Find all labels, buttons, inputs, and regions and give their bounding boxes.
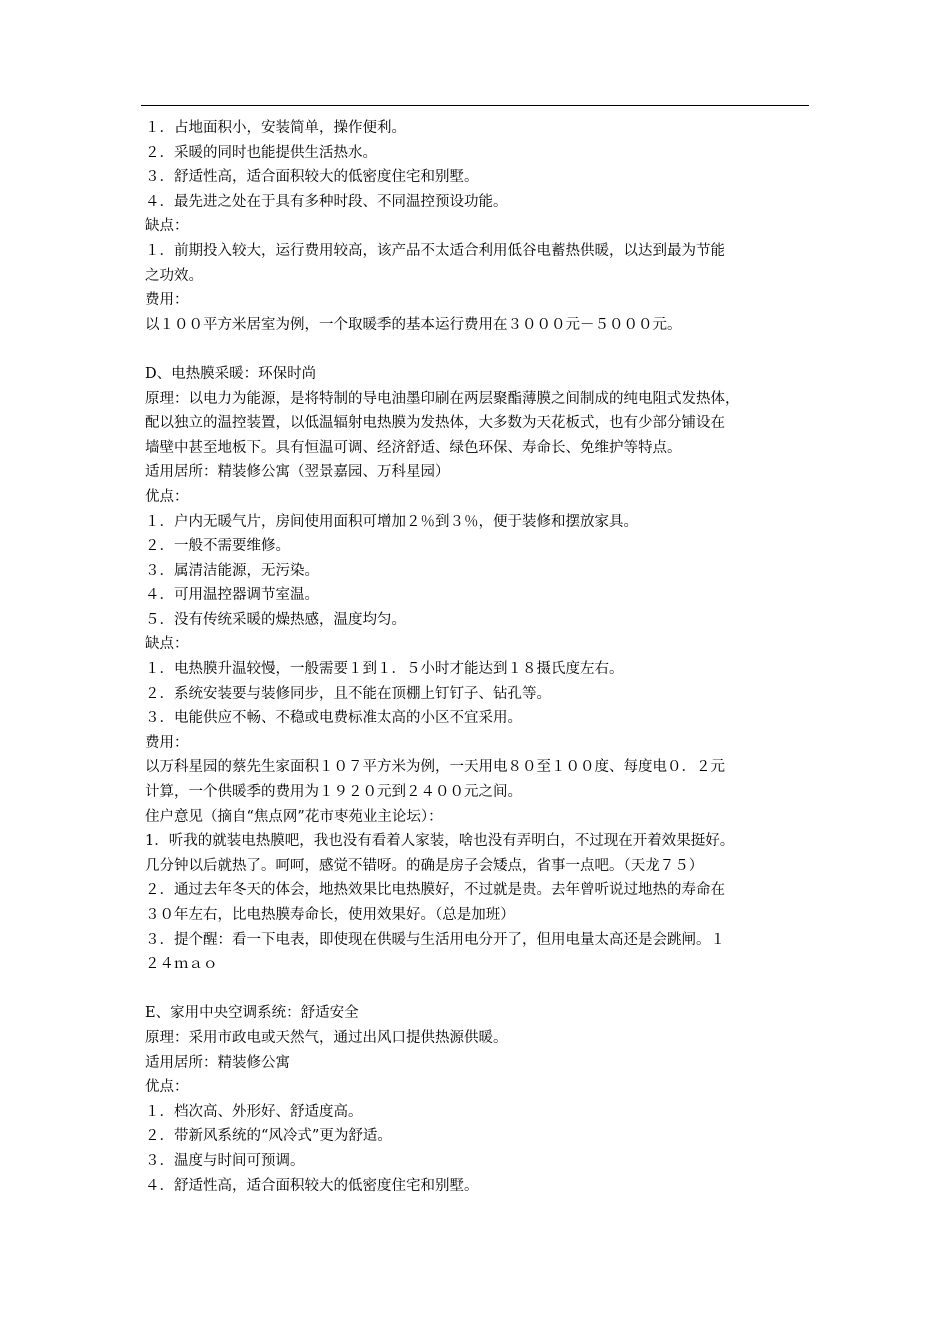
- text-line: 优点：: [145, 1079, 189, 1096]
- header-rule: [141, 105, 809, 106]
- blank-line: [145, 977, 815, 1002]
- text-line: 缺点：: [145, 218, 189, 235]
- text-line: １．档次高、外形好、舒适度高。: [145, 1103, 363, 1120]
- text-line: 计算，一个供暖季的费用为１９２０元到２４００元之间。: [145, 784, 522, 801]
- text-line: 住户意见（摘自“焦点网”花市枣苑业主论坛）：: [145, 808, 443, 825]
- text-line: 适用居所：精装修公寓: [145, 1054, 290, 1071]
- text-line: 墙壁中甚至地板下。具有恒温可调、经济舒适、绿色环保、寿命长、免维护等特点。: [145, 439, 682, 456]
- document-body: [145, 116, 815, 1198]
- text-line: ３．提个醒：看一下电表，即使现在供暖与生活用电分开了，但用电量太高还是会跳闸。１: [145, 931, 725, 948]
- text-line: １．户内无暖气片，房间使用面积可增加２％到３％，便于装修和摆放家具。: [145, 513, 638, 530]
- blank-line: [145, 337, 815, 362]
- text-line: 费用：: [145, 292, 189, 309]
- text-line: ４．可用温控器调节室温。: [145, 587, 319, 604]
- text-line: ２４ｍａｏ: [145, 956, 218, 973]
- text-line: 配以独立的温控装置，以低温辐射电热膜为发热体，大多数为天花板式，也有少部分铺设在: [145, 415, 725, 432]
- text-line: ４．最先进之处在于具有多种时段、不同温控预设功能。: [145, 193, 508, 210]
- text-line: 以１００平方米居室为例，一个取暖季的基本运行费用在３０００元－５０００元。: [145, 316, 682, 333]
- text-line: 1．听我的就装电热膜吧，我也没有看着人家装，啥也没有弄明白，不过现在开着效果挺好。: [145, 833, 735, 850]
- text-line: ３．属清洁能源，无污染。: [145, 562, 319, 579]
- text-line: ３０年左右，比电热膜寿命长，使用效果好。（总是加班）: [145, 907, 515, 923]
- text-line: １．电热膜升温较慢，一般需要１到１．５小时才能达到１８摄氏度左右。: [145, 661, 624, 678]
- text-line: ２．一般不需要维修。: [145, 538, 290, 555]
- text-line: ３．温度与时间可预调。: [145, 1152, 305, 1169]
- text-line: ５．没有传统采暖的燥热感，温度均匀。: [145, 611, 406, 628]
- text-line: １．前期投入较大，运行费用较高，该产品不太适合利用低谷电蓄热供暖，以达到最为节能: [145, 242, 725, 259]
- text-line: E、家用中央空调系统：舒适安全: [145, 1005, 359, 1022]
- text-line: ２．带新风系统的“风冷式”更为舒适。: [145, 1128, 392, 1145]
- text-line: 缺点：: [145, 636, 189, 653]
- text-line: ２．采暖的同时也能提供生活热水。: [145, 144, 377, 161]
- text-line: 之功效。: [145, 267, 203, 284]
- text-line: 费用：: [145, 734, 189, 751]
- text-line: ４．舒适性高，适合面积较大的低密度住宅和别墅。: [145, 1177, 479, 1194]
- text-line: ２．系统安装要与装修同步，且不能在顶棚上钉钉子、钻孔等。: [145, 685, 551, 702]
- text-line: ３．电能供应不畅、不稳或电费标准太高的小区不宜采用。: [145, 710, 522, 727]
- text-line: 以万科星园的蔡先生家面积１０７平方米为例，一天用电８０至１００度、每度电０．２元: [145, 759, 725, 776]
- text-line: 适用居所：精装修公寓（翌景嘉园、万科星园）: [145, 464, 450, 481]
- text-line: ２．通过去年冬天的体会，地热效果比电热膜好，不过就是贵。去年曾听说过地热的寿命在: [145, 882, 725, 899]
- text-line: D、电热膜采暖：环保时尚: [145, 365, 317, 382]
- text-line: １．占地面积小，安装简单，操作便利。: [145, 120, 406, 136]
- text-line: 优点：: [145, 488, 189, 505]
- text-line: 几分钟以后就热了。呵呵，感觉不错呀。的确是房子会矮点，省事一点吧。（天龙７５）: [145, 857, 704, 874]
- text-line: 原理：以电力为能源，是将特制的导电油墨印刷在两层聚酯薄膜之间制成的纯电阻式发热体，: [145, 390, 740, 407]
- text-line: ３．舒适性高，适合面积较大的低密度住宅和别墅。: [145, 169, 479, 186]
- text-line: 原理：采用市政电或天然气，通过出风口提供热源供暖。: [145, 1029, 508, 1046]
